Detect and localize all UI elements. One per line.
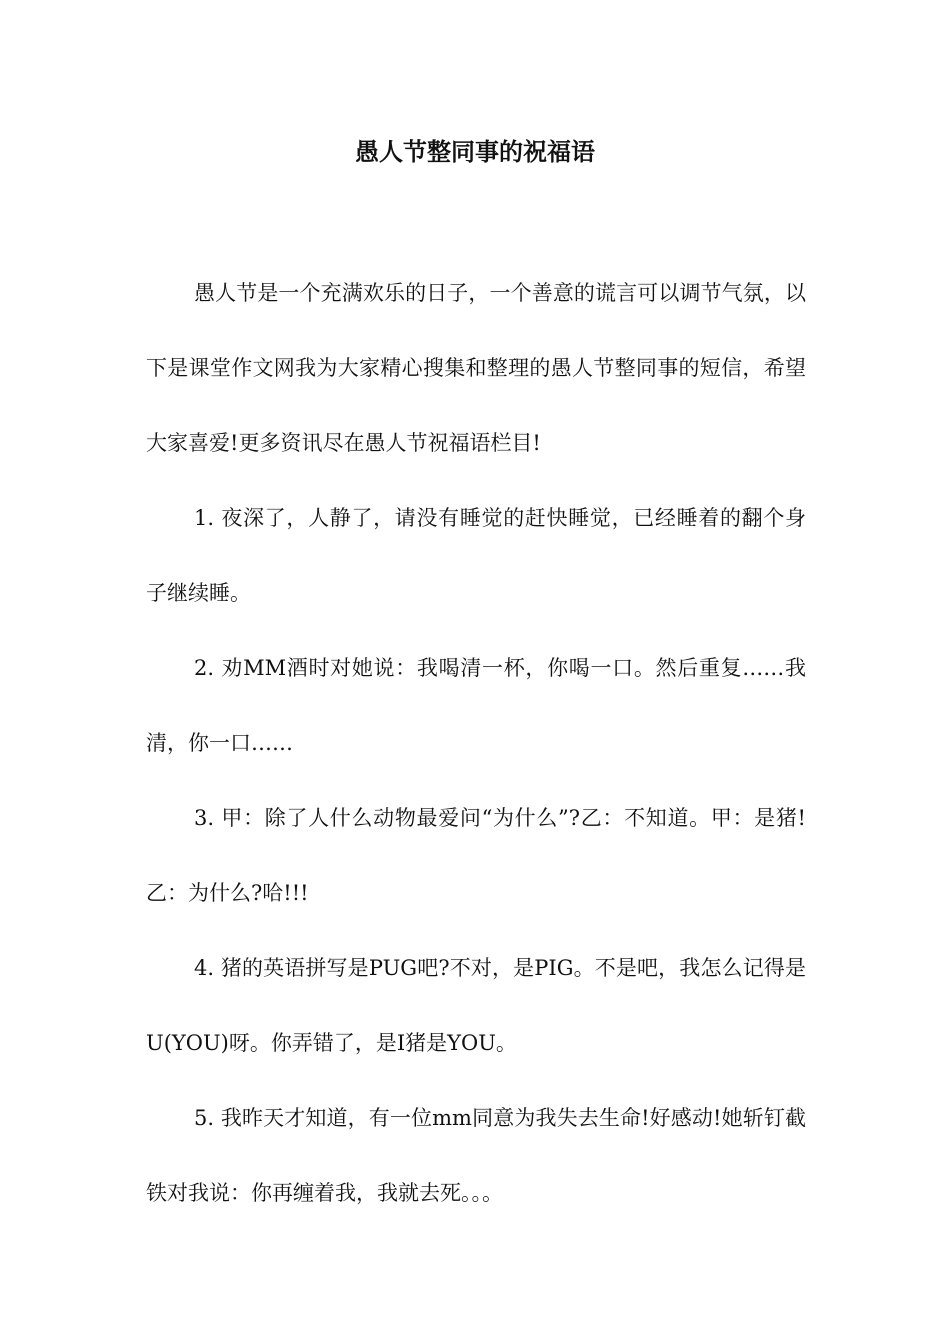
list-item: 4. 猪的英语拼写是PUG吧?不对，是PIG。不是吧，我怎么记得是U(YOU)呀。你弄错了，是I猪是YOU。 xyxy=(146,956,806,1055)
document-body xyxy=(146,256,806,1231)
page-title: 愚人节整同事的祝福语 xyxy=(355,138,595,166)
list-item: 1. 夜深了，人静了，请没有睡觉的赶快睡觉，已经睡着的翻个身子继续睡。 xyxy=(146,506,806,605)
list-item: 2. 劝MM酒时对她说：我喝清一杯，你喝一口。然后重复……我清，你一口…… xyxy=(146,656,806,755)
list-item: 5. 我昨天才知道，有一位mm同意为我失去生命!好感动!她斩钉截铁对我说：你再缠着我，我就去死。。。 xyxy=(146,1106,806,1205)
list-item: 3. 甲：除了人什么动物最爱问“为什么”?乙：不知道。甲：是猪!乙：为什么?哈!!! xyxy=(146,806,806,905)
intro-paragraph: 愚人节是一个充满欢乐的日子，一个善意的谎言可以调节气氛，以下是课堂作文网我为大家精心搜集和整理的愚人节整同事的短信，希望大家喜爱!更多资讯尽在愚人节祝福语栏目! xyxy=(146,281,806,455)
